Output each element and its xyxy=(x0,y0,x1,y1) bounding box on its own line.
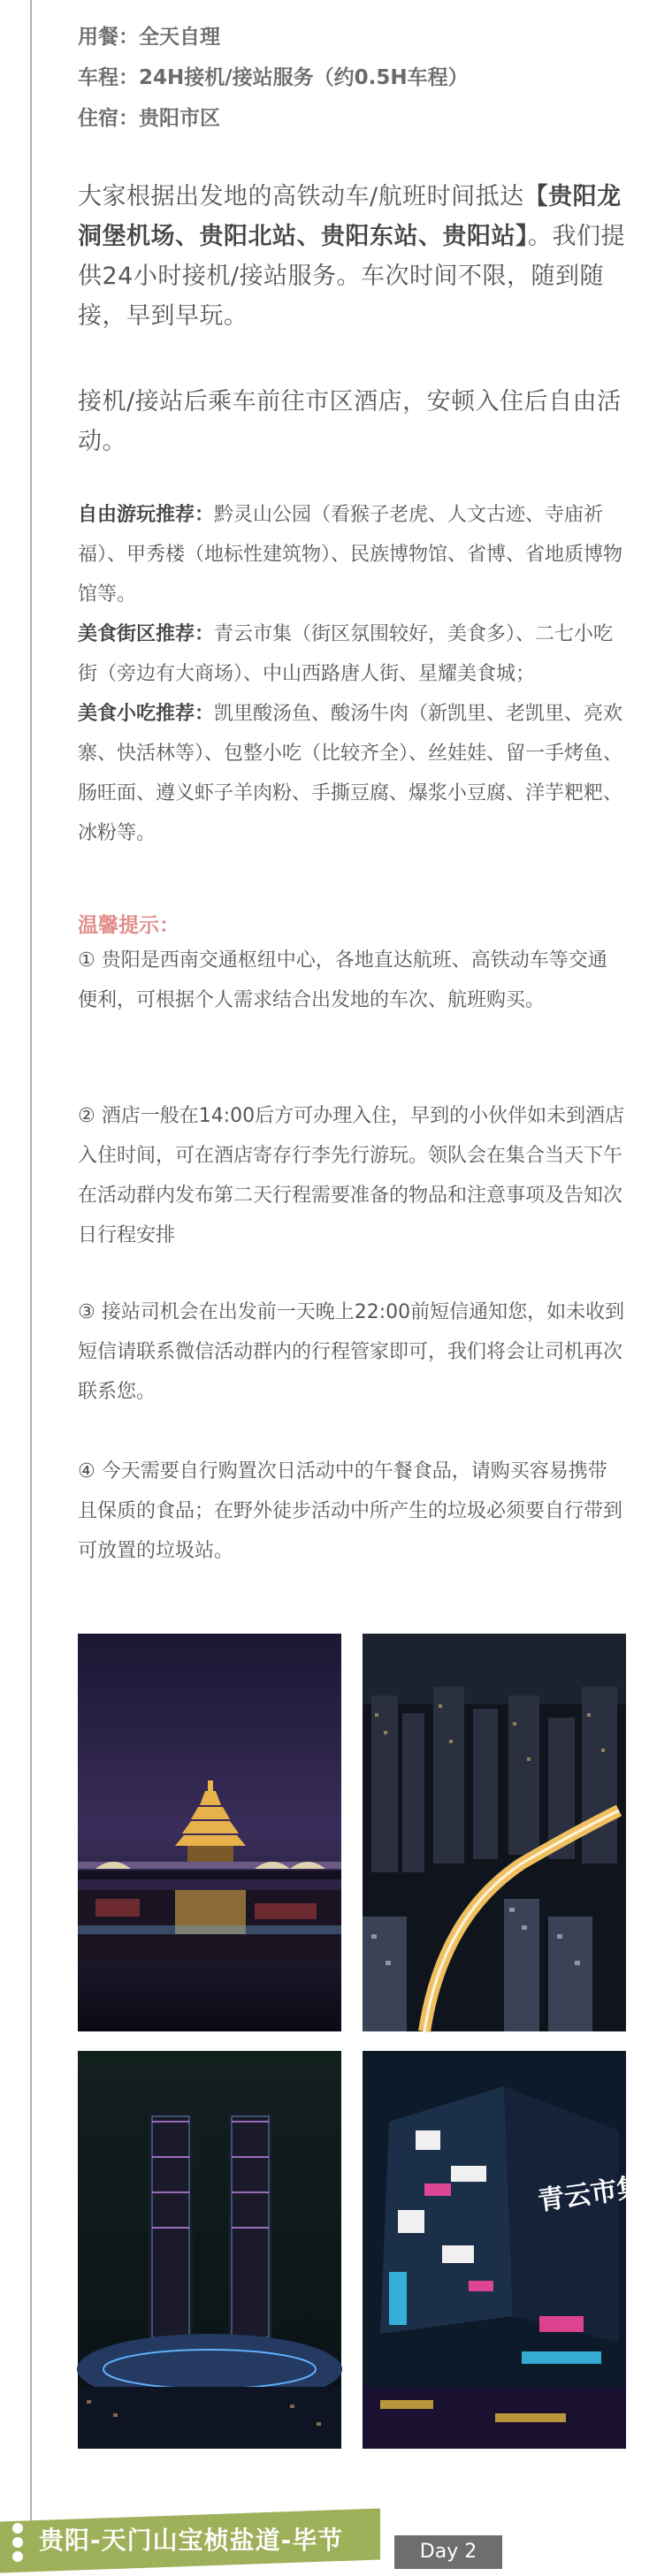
arrival-paragraph: 大家根据出发地的高铁动车/航班时间抵达【贵阳龙洞堡机场、贵阳北站、贵阳东站、贵阳站】。我们提供24小时接机/接站服务。车次时间不限，随到随接，早到早玩。 xyxy=(78,183,625,330)
tip-2: ② 酒店一般在14:00后方可办理入住，早到的小伙伴如未到酒店入住时间，可在酒店寄存行李先行游玩。领队会在集合当天下午在活动群内发布第二天行程需要准备的物品和注意事项及告知次日行程安排 xyxy=(78,1105,625,1246)
stay-info: 住宿：贵阳市区 xyxy=(78,107,220,130)
transport-info: 车程：24H接机/接站服务（约0.5H车程） xyxy=(78,66,469,89)
meal-info: 用餐：全天自理 xyxy=(78,26,220,49)
photo-jiaxiu-pavilion xyxy=(78,1634,341,2031)
pavilion-night-image xyxy=(78,1634,341,2031)
photo-neon-market xyxy=(363,2051,645,2449)
photo-twin-towers xyxy=(78,2051,341,2449)
photo-city-highway xyxy=(363,1634,626,2031)
free-play-label: 自由游玩推荐： xyxy=(78,504,215,526)
dots-icon xyxy=(9,2519,27,2564)
neon-market-image xyxy=(363,2051,645,2449)
city-highway-image xyxy=(363,1634,626,2031)
snack-label: 美食小吃推荐： xyxy=(78,703,215,725)
tip-1: ① 贵阳是西南交通枢纽中心，各地直达航班、高铁动车等交通便利，可根据个人需求结合出发地的车次、航班购买。 xyxy=(78,949,607,1011)
tip-3: ③ 接站司机会在出发前一天晚上22:00前短信通知您，如未收到短信请联系微信活动群内的行程管家即可，我们将会让司机再次联系您。 xyxy=(78,1301,625,1403)
day2-badge: Day 2 xyxy=(394,2535,502,2569)
timeline-line xyxy=(30,0,32,2528)
recommend-block: 自由游玩推荐：黔灵山公园（看猴子老虎、人文古迹、寺庙祈福）、甲秀楼（地标性建筑物）、民族博物馆、省博、省地质博物馆等。 美食街区推荐：青云市集（街区氛围较好，美食多）、二七小吃街（旁边有大商场）、中山西路唐人街、星耀美食城； 美食小吃推荐：凯里酸汤鱼、酸汤牛肉（新凯里、老凯里、亮欢寨、快活林等）、包整小吃（比较齐全）、丝娃娃、留一手烤鱼、肠旺面、遵义虾子羊肉粉、手撕豆腐、爆浆小豆腐、洋芋粑粑、冰粉等。 xyxy=(78,504,623,844)
transfer-paragraph: 接机/接站后乘车前往市区酒店，安顿入住后自由活动。 xyxy=(78,388,622,455)
tip-4: ④ 今天需要自行购置次日活动中的午餐食品，请购买容易携带且保质的食品；在野外徒步活动中所产生的垃圾必须要自行带到可放置的垃圾站。 xyxy=(78,1460,623,1562)
day2-title: 贵阳-天门山宝桢盐道-毕节 xyxy=(39,2526,344,2555)
market-sign-text: 青云市集 xyxy=(536,2171,645,2217)
arrival-stations: 【贵阳龙洞堡机场、贵阳北站、贵阳东站、贵阳站】 xyxy=(78,183,622,250)
tips-title: 温馨提示： xyxy=(78,914,179,937)
food-street-label: 美食街区推荐： xyxy=(78,623,215,645)
twin-towers-image xyxy=(78,2051,341,2449)
